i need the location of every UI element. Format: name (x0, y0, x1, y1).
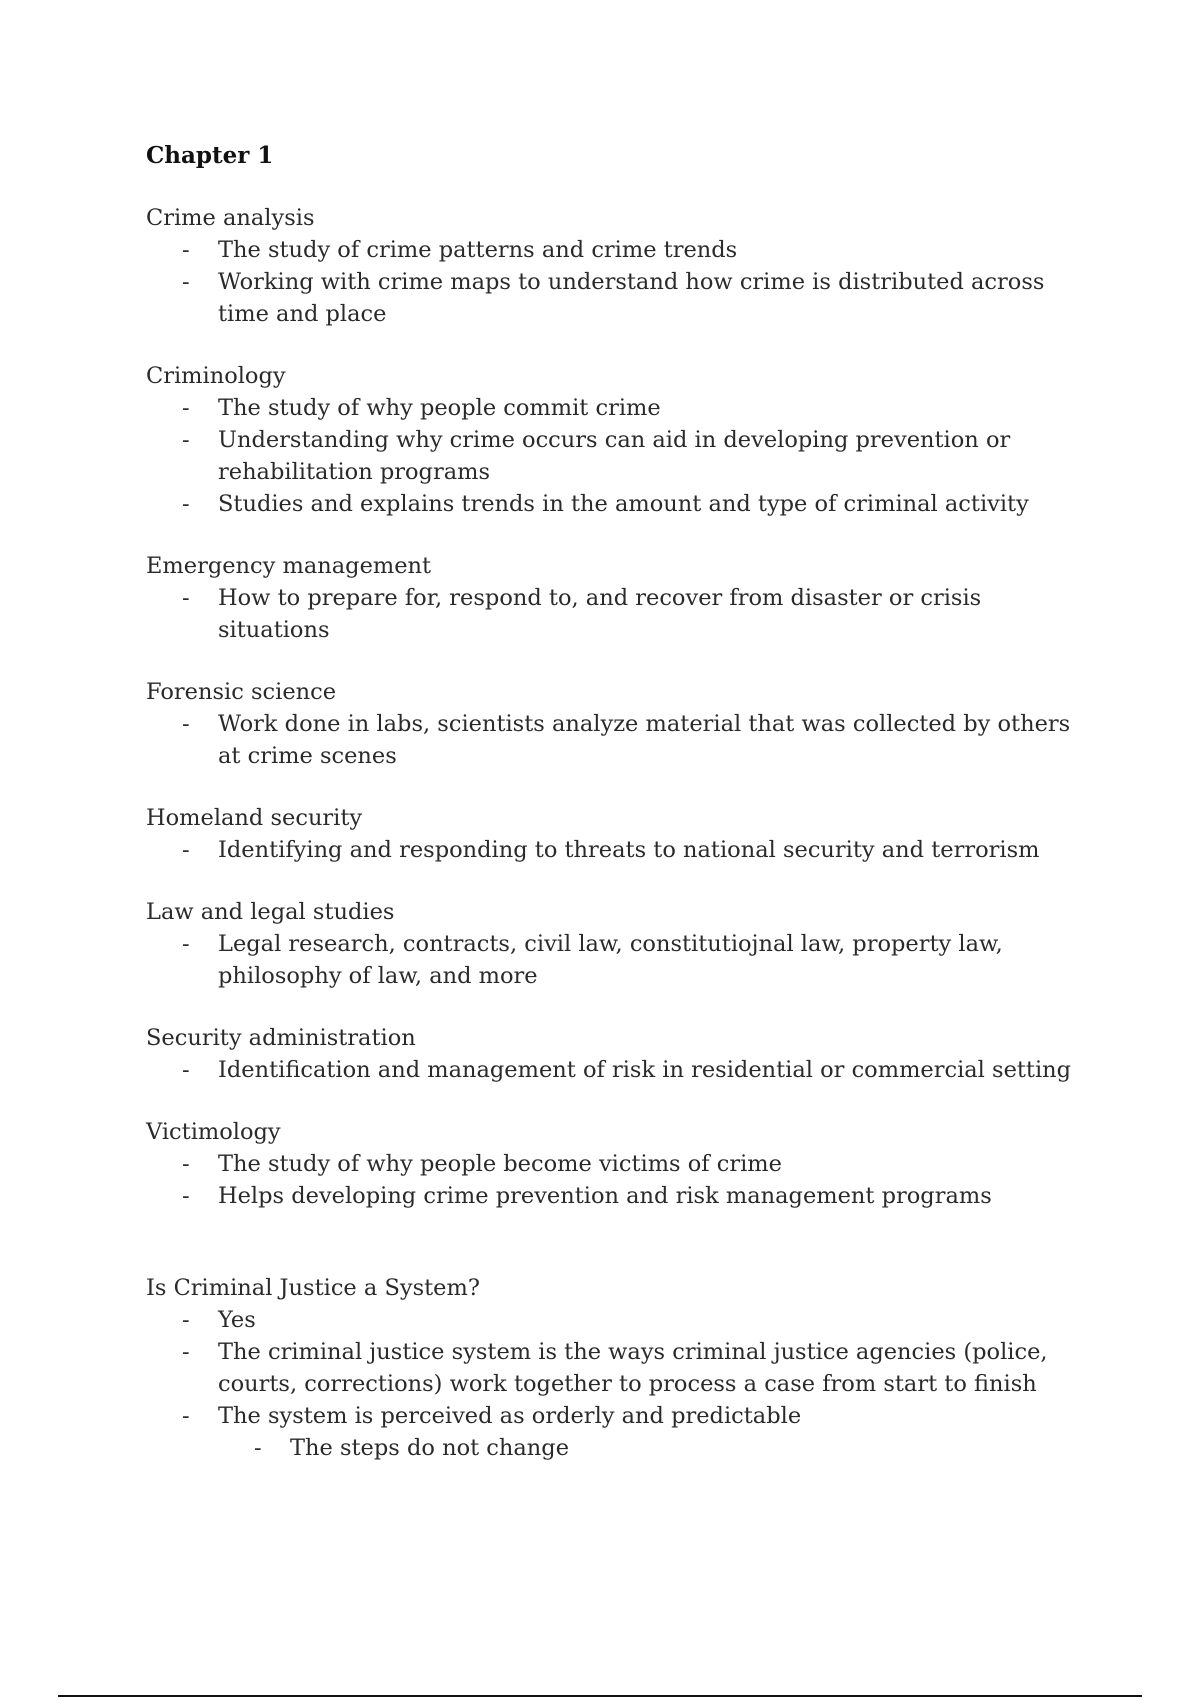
item-text: The study of why people become victims of crime (218, 1151, 782, 1177)
section-heading: Is Criminal Justice a System? (146, 1275, 480, 1301)
document-body (146, 140, 1086, 1494)
dash-bullet: - (182, 237, 190, 263)
item-text: Studies and explains trends in the amount and type of criminal activity (218, 491, 1029, 517)
bullet-list (146, 928, 1086, 992)
item-text: Identification and management of risk in residential or commercial setting (218, 1057, 1072, 1083)
list-item (146, 1180, 1086, 1212)
item-text: The criminal justice system is the ways criminal justice agencies (police, courts, corrections) work together to process a case from start to finish (218, 1339, 1048, 1397)
list-item (146, 392, 1086, 424)
list-item (146, 1400, 1086, 1464)
section-heading: Crime analysis (146, 205, 315, 231)
item-text: Work done in labs, scientists analyze material that was collected by others at crime scenes (218, 711, 1071, 769)
nested-list-item (218, 1432, 1086, 1464)
section-security-administration (146, 1022, 1086, 1086)
item-text: The study of crime patterns and crime trends (218, 237, 738, 263)
bullet-list (146, 392, 1086, 520)
list-item (146, 1304, 1086, 1336)
item-text: Understanding why crime occurs can aid in developing prevention or rehabilitation programs (218, 427, 1011, 485)
nested-bullet-list (218, 1432, 1086, 1464)
list-item (146, 234, 1086, 266)
list-item (146, 488, 1086, 520)
list-item (146, 708, 1086, 772)
dash-bullet: - (182, 491, 190, 517)
dash-bullet: - (182, 1151, 190, 1177)
item-text: Identifying and responding to threats to national security and terrorism (218, 837, 1040, 863)
bullet-list (146, 1148, 1086, 1212)
item-text: The steps do not change (290, 1435, 570, 1461)
dash-bullet: - (254, 1435, 262, 1461)
item-text: How to prepare for, respond to, and recover from disaster or crisis situations (218, 585, 982, 643)
bullet-list (146, 834, 1086, 866)
section-is-criminal-justice-a-system (146, 1272, 1086, 1464)
item-text: The system is perceived as orderly and predictable (218, 1403, 802, 1429)
footer-rule (58, 1695, 1142, 1697)
item-text: Working with crime maps to understand how crime is distributed across time and place (218, 269, 1045, 327)
section-crime-analysis (146, 202, 1086, 330)
section-homeland-security (146, 802, 1086, 866)
chapter-title: Chapter 1 (146, 142, 274, 169)
list-item (146, 424, 1086, 488)
dash-bullet: - (182, 1307, 190, 1333)
section-heading: Emergency management (146, 553, 432, 579)
item-text: The study of why people commit crime (218, 395, 661, 421)
bullet-list (146, 1054, 1086, 1086)
list-item (146, 582, 1086, 646)
dash-bullet: - (182, 427, 190, 453)
dash-bullet: - (182, 1403, 190, 1429)
bullet-list (146, 234, 1086, 330)
item-text: Yes (218, 1307, 256, 1333)
dash-bullet: - (182, 269, 190, 295)
bullet-list (146, 708, 1086, 772)
section-emergency-management (146, 550, 1086, 646)
list-item (146, 266, 1086, 330)
section-heading: Homeland security (146, 805, 363, 831)
section-heading: Criminology (146, 363, 286, 389)
bullet-list (146, 1304, 1086, 1464)
section-heading: Victimology (146, 1119, 281, 1145)
list-item (146, 834, 1086, 866)
list-item (146, 1336, 1086, 1400)
section-victimology (146, 1116, 1086, 1212)
section-forensic-science (146, 676, 1086, 772)
dash-bullet: - (182, 711, 190, 737)
list-item (146, 1148, 1086, 1180)
section-criminology (146, 360, 1086, 520)
dash-bullet: - (182, 585, 190, 611)
dash-bullet: - (182, 837, 190, 863)
list-item (146, 928, 1086, 992)
list-item (146, 1054, 1086, 1086)
dash-bullet: - (182, 931, 190, 957)
dash-bullet: - (182, 1339, 190, 1365)
section-heading: Forensic science (146, 679, 337, 705)
section-law-and-legal-studies (146, 896, 1086, 992)
dash-bullet: - (182, 395, 190, 421)
section-heading: Law and legal studies (146, 899, 395, 925)
item-text: Helps developing crime prevention and risk management programs (218, 1183, 992, 1209)
dash-bullet: - (182, 1057, 190, 1083)
item-text: Legal research, contracts, civil law, constitutiojnal law, property law, philosophy of law, and more (218, 931, 1003, 989)
bullet-list (146, 582, 1086, 646)
dash-bullet: - (182, 1183, 190, 1209)
section-heading: Security administration (146, 1025, 416, 1051)
